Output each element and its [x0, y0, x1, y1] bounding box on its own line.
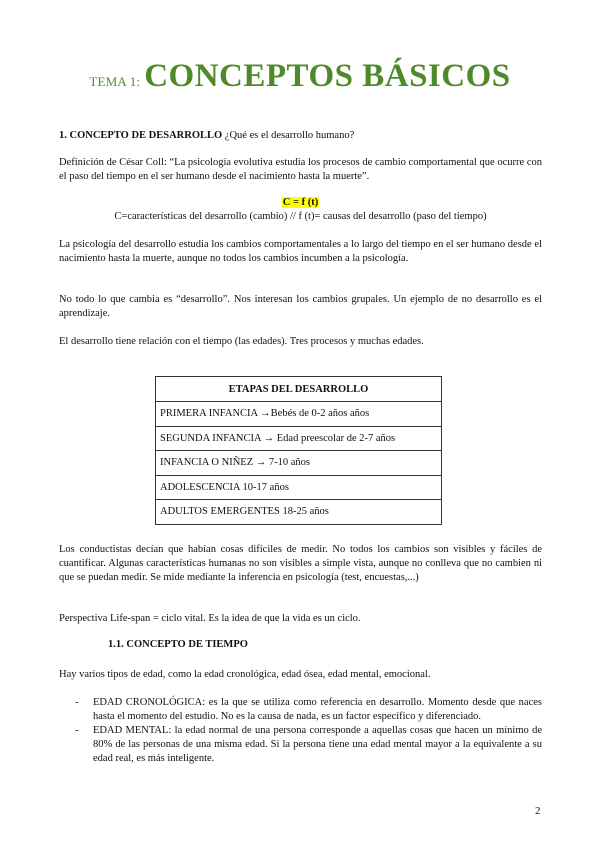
stages-table-row: INFANCIA O NIÑEZ → 7-10 años	[156, 451, 442, 476]
age-list	[75, 696, 542, 766]
paragraph-lifespan: Perspectiva Life-span = ciclo vital. Es la idea de que la vida es un ciclo.	[59, 613, 361, 624]
paragraph-age-types: Hay varios tipos de edad, como la edad cronológica, edad ósea, edad mental, emocional.	[59, 669, 431, 680]
formula-explanation: C=características del desarrollo (cambio) // f (t)= causas del desarrollo (paso del tiempo)	[114, 211, 487, 222]
stages-table-row: SEGUNDA INFANCIA → Edad preescolar de 2-7 años	[156, 426, 442, 451]
stages-table-row: PRIMERA INFANCIA →Bebés de 0-2 años años	[156, 402, 442, 427]
page-title	[0, 58, 600, 95]
stages-table	[155, 376, 442, 525]
paragraph-development: No todo lo que cambia es “desarrollo”. Nos interesan los cambios grupales. Un ejemplo de no desarrollo es el aprendizaje.	[59, 294, 542, 319]
list-dash: -	[75, 697, 79, 708]
list-item-text: EDAD MENTAL: la edad normal de una persona corresponde a aquellas cosas que hacen un mínimo de 80% de las personas de una misma edad. Si la persona tiene una edad mental mayor a la equivalente a su edad real, es más inteligente.	[93, 725, 542, 764]
list-dash: -	[75, 725, 79, 736]
title-prefix: TEMA 1:	[89, 74, 141, 89]
list-item	[75, 696, 542, 724]
section-1-question: ¿Qué es el desarrollo humano?	[224, 130, 355, 141]
formula-line	[59, 196, 542, 210]
stages-table-header: ETAPAS DEL DESARROLLO	[156, 377, 442, 402]
stages-table-row: ADULTOS EMERGENTES 18-25 años	[156, 500, 442, 525]
definition-paragraph: Definición de César Coll: “La psicología evolutiva estudia los procesos de cambio comportamental que ocurre con el paso del tiempo en el ser humano desde el nacimiento hasta la muerte”.	[59, 157, 542, 182]
stages-table-row: ADOLESCENCIA 10-17 años	[156, 475, 442, 500]
paragraph-time: El desarrollo tiene relación con el tiempo (las edades). Tres procesos y muchas edades.	[59, 336, 424, 347]
title-main: CONCEPTOS BÁSICOS	[144, 58, 511, 94]
list-item-text: EDAD CRONOLÓGICA: es la que se utiliza como referencia en desarrollo. Momento desde que naces hasta el momento del estudio. No es la causa de nada, es un factor específico y diferenciado.	[93, 697, 542, 722]
page-number: 2	[535, 805, 541, 817]
formula: C = f (t)	[282, 197, 319, 208]
paragraph-psychology: La psicología del desarrollo estudia los cambios comportamentales a lo largo del tiempo en el ser humano desde el nacimiento hasta la muerte, aunque no todos los cambios incumben a la psicología.	[59, 239, 542, 264]
list-item	[75, 724, 542, 766]
section-1-heading-line	[59, 129, 542, 143]
section-1-heading: 1. CONCEPTO DE DESARROLLO	[59, 130, 223, 141]
section-1-1-heading: 1.1. CONCEPTO DE TIEMPO	[108, 639, 248, 650]
paragraph-behaviorists: Los conductistas decían que habían cosas difíciles de medir. No todos los cambios son visibles y fáciles de cuantificar. Algunas características humanas no son visibles a simple vista, aunque no conlleva que no cambien ni que se puedan medir. Se mide mediante la inferencia en psicología (test, encuestas,...)	[59, 544, 542, 583]
